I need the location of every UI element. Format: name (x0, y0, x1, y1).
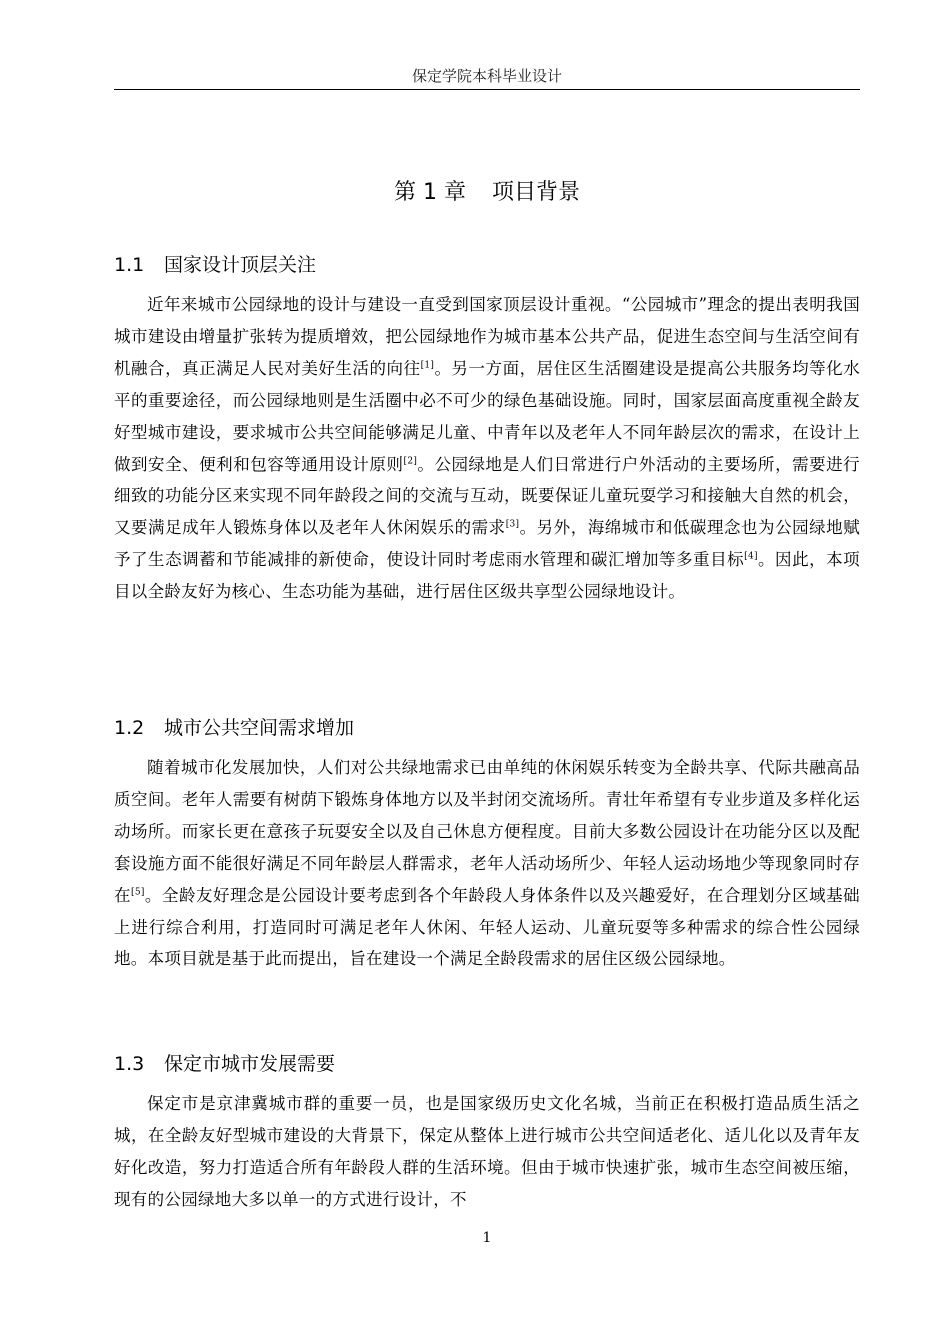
section-heading-1-3 (114, 1050, 335, 1078)
text-run: 。另一方面，居住区生活圈建设是提高公共服务均等化水平的重要途径，而公园绿地则是生活圈中必不可少的绿色基础设施。同时，国家层面高度重视全龄友好型城市建设，要求城市公共空间能够满足儿童、中青年以及老年人不同年龄层次的需求，在设计上做到安全、便利和包容等通用设计原则 (114, 358, 860, 474)
citation: [3] (505, 519, 520, 530)
text-run: 保定市是京津冀城市群的重要一员，也是国家级历史文化名城，当前正在积极打造品质生活之城，在全龄友好型城市建设的大背景下，保定从整体上进行城市公共空间适老化、适儿化以及青年友好化改造，努力打造适合所有年龄段人群的生活环境。但由于城市快速扩张，城市生态空间被压缩，现有的公园绿地大多以单一的方式进行设计，不 (114, 1094, 860, 1209)
text-run: 近年来城市公园绿地的设计与建设一直受到国家顶层设计重视。“公园城市”理念的提出表明我国城市建设由增量扩张转为提质增效，把公园绿地作为城市基本公共产品，促进生态空间与生活空间有机融合，真正满足人民对美好生活的向往 (114, 295, 860, 378)
citation: [4] (744, 551, 758, 562)
text-run: 。公园绿地是人们日常进行户外活动的主要场所，需要进行细致的功能分区来实现不同年龄段之间的交流与互动，既要保证儿童玩耍学习和接触大自然的机会，又要满足成年人锻炼身体以及老年人休闲娱乐的需求 (114, 454, 860, 538)
section-title: 城市公共空间需求增加 (164, 717, 355, 739)
text-run: 随着城市化发展加快，人们对公共绿地需求已由单纯的休闲娱乐转变为全龄共享、代际共融高品质空间。老年人需要有树荫下锻炼身体地方以及半封闭交流场所。青壮年希望有专业步道及多样化运动场所。而家长更在意孩子玩耍安全以及自己休息方便程度。目前大多数公园设计在功能分区以及配套设施方面不能很好满足不同年龄层人群需求，老年人活动场所少、年轻人运动场地少等现象同时存在 (114, 758, 860, 905)
text-run: 。全龄友好理念是公园设计要考虑到各个年龄段人身体条件以及兴趣爱好，在合理划分区域基础上进行综合利用，打造同时可满足老年人休闲、年轻人运动、儿童玩耍等多种需求的综合性公园绿地。本项目就是基于此而提出，旨在建设一个满足全龄段需求的居住区级公园绿地。 (114, 885, 860, 969)
section-number: 1.1 (114, 254, 145, 276)
paragraph-1-2 (114, 752, 860, 975)
section-heading-1-1 (114, 251, 316, 279)
header-rule (114, 89, 860, 90)
running-header: 保定学院本科毕业设计 (411, 67, 562, 85)
chapter-heading (114, 176, 860, 210)
citation: [1] (420, 360, 435, 371)
section-number: 1.2 (114, 717, 145, 739)
paragraph-1-1 (114, 289, 860, 608)
paragraph-1-3 (114, 1088, 860, 1216)
chapter-number: 第 1 章 (394, 180, 466, 205)
chapter-title: 项目背景 (491, 180, 580, 205)
page-number: 1 (482, 1230, 492, 1246)
citation: [5] (131, 887, 145, 898)
section-heading-1-2 (114, 714, 354, 742)
section-title: 保定市城市发展需要 (164, 1053, 336, 1075)
citation: [2] (403, 456, 418, 467)
text-run: 。因此，本项目以全龄友好为核心、生态功能为基础，进行居住区级共享型公园绿地设计。 (114, 550, 860, 602)
section-title: 国家设计顶层关注 (164, 254, 317, 276)
section-number: 1.3 (114, 1053, 145, 1075)
text-run: 。另外，海绵城市和低碳理念也为公园绿地赋予了生态调蓄和节能减排的新使命，使设计同时考虑雨水管理和碳汇增加等多重目标 (114, 518, 860, 570)
